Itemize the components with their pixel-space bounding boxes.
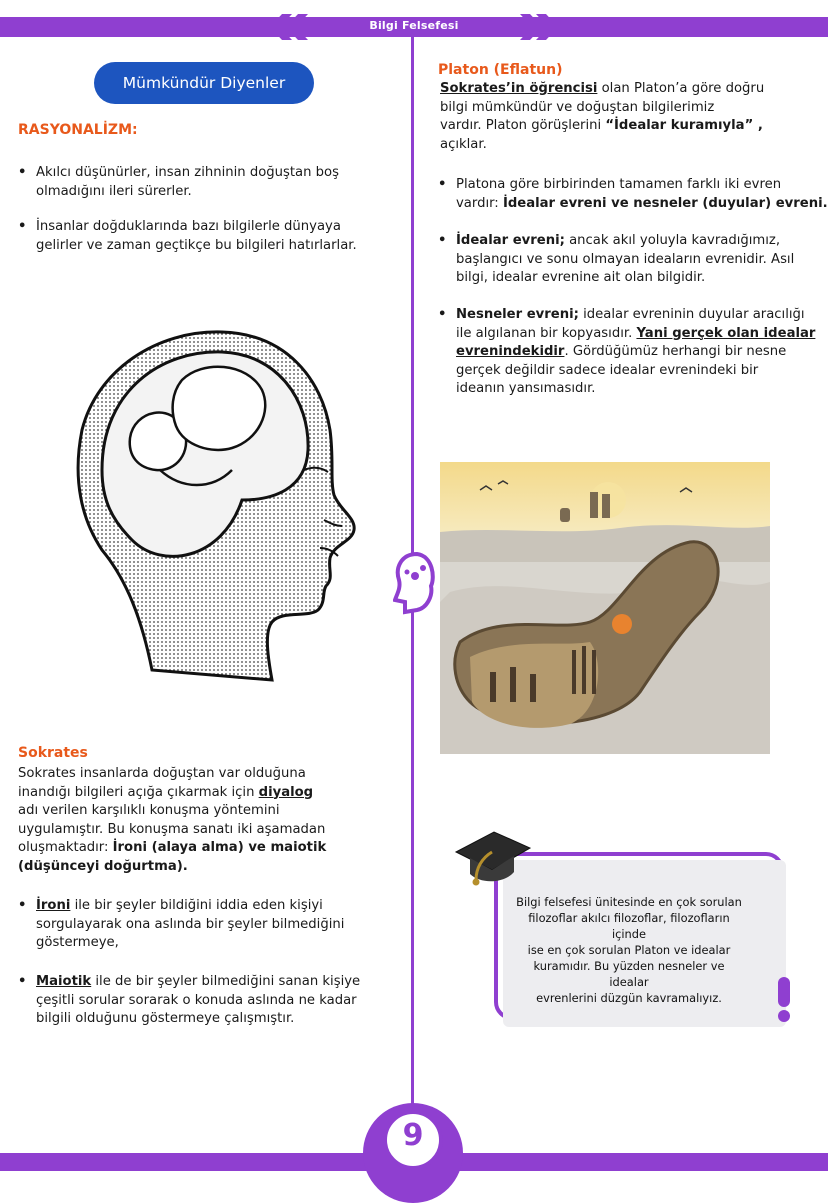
list-item: • İnsanlar doğduklarında bazı bilgilerle dünyaya gelirler ve zaman geçtikçe bu bilgileri hatırlarlar.	[18, 218, 406, 255]
platon-intro: Sokrates’in öğrencisi olan Platon’a göre doğru bilgi mümkündür ve doğuştan bilgilerimiz vardır. Platon görüşlerini “İdealar kuramıyla” , açıklar.	[440, 81, 765, 152]
exclamation-icon	[772, 975, 796, 1023]
section-pill: Mümkündür Diyenler	[94, 62, 314, 104]
cave-allegory-illustration	[440, 462, 770, 754]
baby-in-head-illustration	[72, 320, 362, 686]
info-note-text: Bilgi felsefesi ünitesinde en çok sorulan filozoflar akılcı filozoflar, filozofların içinde ise en çok sorulan Platon ve idealar kuramıdır. Bu yüzden nesneler ve idealar evrenlerini düzgün kavramalıyız.	[516, 895, 742, 1005]
head-logo-icon	[393, 550, 437, 616]
list-item: • Maiotik ile de bir şeyler bilmediğini sanan kişiye çeşitli sorular sorarak o konuda aslında ne kadar bilgili olduğunu göstermeye çalışmıştır.	[18, 973, 416, 1029]
platon-heading: Platon (Eflatun)	[438, 62, 563, 78]
rasyonalizm-heading: RASYONALİZM:	[18, 122, 138, 138]
list-item: • İroni ile bir şeyler bildiğini iddia eden kişiyi sorgulayarak ona aslında bir şeyler bilmediğini göstermeye,	[18, 897, 416, 953]
list-item: • İdealar evreni; ancak akıl yoluyla kavradığımız, başlangıcı ve sonu olmayan ideaların evrenidir. Asıl bilgi, idealar evrenine ait olan bilgidir.	[438, 232, 828, 288]
graduation-cap-icon	[452, 818, 532, 894]
list-item: • Akılcı düşünürler, insan zihninin doğuştan boş olmadığını ileri sürerler.	[18, 164, 396, 201]
sokrates-paragraph: Sokrates insanlarda doğuştan var olduğuna inandığı bilgileri açığa çıkarmak için diyalog adı verilen karşılıklı konuşma yöntemini uygulamıştır. Bu konuşma sanatı iki aşamadan oluşmaktadır: İroni (alaya alma) ve maiotik (düşünceyi doğurtma).	[18, 766, 327, 874]
list-item: • Platona göre birbirinden tamamen farklı iki evren vardır: İdealar evreni ve nesneler (duyular) evreni.	[438, 176, 828, 213]
page-number: 9	[402, 1118, 424, 1153]
sokrates-heading: Sokrates	[18, 745, 88, 761]
list-item: • Nesneler evreni; idealar evreninin duyular aracılığı ile algılanan bir kopyasıdır. Yani gerçek olan idealar evrenindekidir. Gördüğümüz herhangi bir nesne gerçek değildir sadece idealar evrenindeki bir ideanın yansımasıdır.	[438, 306, 828, 399]
header-title: Bilgi Felsefesi	[369, 19, 459, 32]
